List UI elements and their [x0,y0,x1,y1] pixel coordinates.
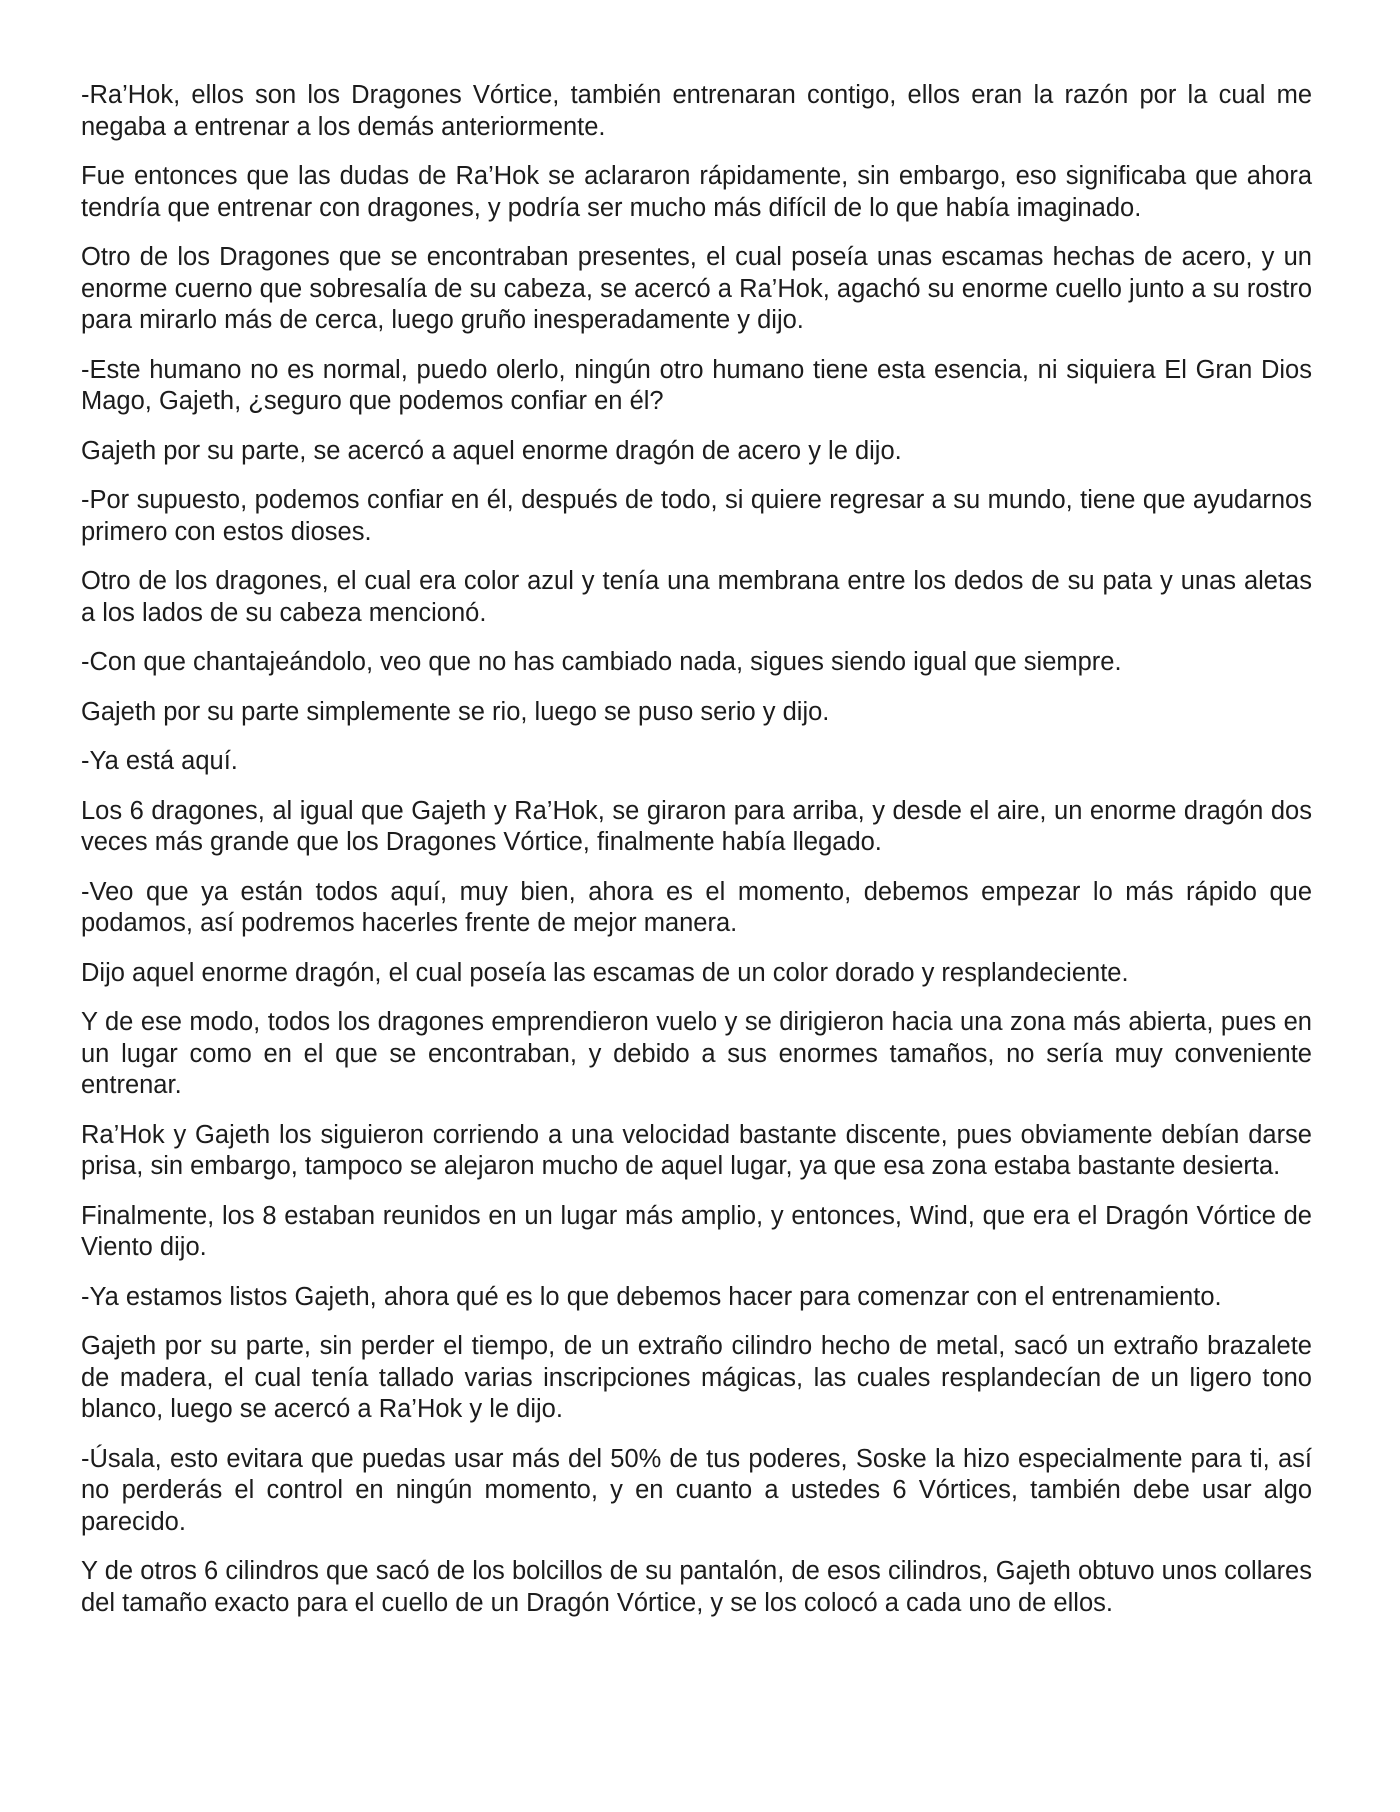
paragraph: -Con que chantajeándolo, veo que no has cambiado nada, sigues siendo igual que siempre. [81,648,1122,676]
paragraph: -Ya estamos listos Gajeth, ahora qué es lo que debemos hacer para comenzar con el entrenamiento. [81,1282,1222,1311]
paragraph: Ra’Hok y Gajeth los siguieron corriendo a una velocidad bastante discente, pues obviamente debían darse prisa, sin embargo, tampoco se alejaron mucho de aquel lugar, ya que esa zona estaba bastante desierta. [81,1120,1312,1180]
paragraph: -Ya está aquí. [81,747,238,775]
paragraph: Y de ese modo, todos los dragones emprendieron vuelo y se dirigieron hacia una zona más abierta, pues en un lugar como en el que se encontraban, y debido a sus enormes tamaños, no sería muy conveniente entrenar. [81,1008,1312,1099]
paragraph: Otro de los dragones, el cual era color azul y tenía una membrana entre los dedos de su pata y unas aletas a los lados de su cabeza mencionó. [81,567,1312,627]
paragraph: Fue entonces que las dudas de Ra’Hok se aclararon rápidamente, sin embargo, eso significaba que ahora tendría que entrenar con dragones, y podría ser mucho más difícil de lo que había imaginado. [81,162,1312,222]
paragraph: -Por supuesto, podemos confiar en él, después de todo, si quiere regresar a su mundo, tiene que ayudarnos primero con estos dioses. [81,486,1312,546]
paragraph: -Ra’Hok, ellos son los Dragones Vórtice, también entrenaran contigo, ellos eran la razón por la cual me negaba a entrenar a los demás anteriormente. [81,81,1312,141]
paragraph: -Veo que ya están todos aquí, muy bien, ahora es el momento, debemos empezar lo más rápido que podamos, así podremos hacerles frente de mejor manera. [81,877,1312,937]
paragraph: Dijo aquel enorme dragón, el cual poseía las escamas de un color dorado y resplandeciente. [81,958,1129,987]
paragraph: Otro de los Dragones que se encontraban presentes, el cual poseía unas escamas hechas de acero, y un enorme cuerno que sobresalía de su cabeza, se acercó a Ra’Hok, agachó su enorme cuello junto a su rostro para mirarlo más de cerca, luego gruño inesperadamente y dijo. [81,243,1312,334]
paragraph: -Este humano no es normal, puedo olerlo, ningún otro humano tiene esta esencia, ni siquiera El Gran Dios Mago, Gajeth, ¿seguro que podemos confiar en él? [81,355,1312,415]
paragraph: -Úsala, esto evitara que puedas usar más del 50% de tus poderes, Soske la hizo especialmente para ti, así no perderás el control en ningún momento, y en cuanto a ustedes 6 Vórtices, también debe usar algo parecido. [81,1444,1312,1536]
paragraph: Los 6 dragones, al igual que Gajeth y Ra’Hok, se giraron para arriba, y desde el aire, un enorme dragón dos veces más grande que los Dragones Vórtice, finalmente había llegado. [81,796,1312,856]
paragraph: Finalmente, los 8 estaban reunidos en un lugar más amplio, y entonces, Wind, que era el Dragón Vórtice de Viento dijo. [81,1201,1312,1261]
paragraph: Gajeth por su parte, se acercó a aquel enorme dragón de acero y le dijo. [81,436,902,465]
paragraph: Gajeth por su parte simplemente se rio, luego se puso serio y dijo. [81,697,830,726]
paragraph: Y de otros 6 cilindros que sacó de los bolcillos de su pantalón, de esos cilindros, Gajeth obtuvo unos collares del tamaño exacto para el cuello de un Dragón Vórtice, y se los colocó a cada uno de ellos. [81,1557,1312,1617]
paragraph: Gajeth por su parte, sin perder el tiempo, de un extraño cilindro hecho de metal, sacó un extraño brazalete de madera, el cual tenía tallado varias inscripciones mágicas, las cuales resplandecían de un ligero tono blanco, luego se acercó a Ra’Hok y le dijo. [81,1332,1312,1423]
